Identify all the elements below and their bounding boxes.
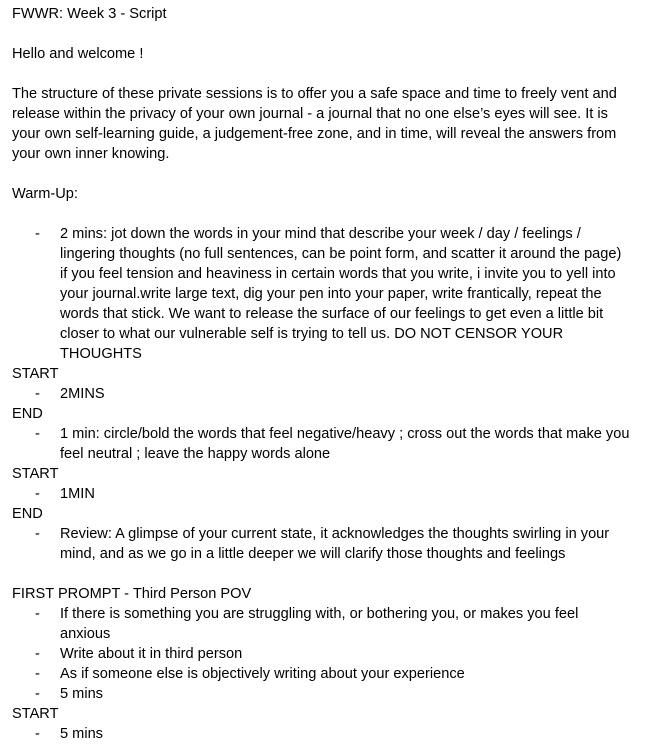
blank-line [12,64,642,84]
prompt-item-text: 5 mins [60,686,103,702]
list-item [12,664,630,684]
prompt-item-text: If there is something you are struggling with, or bothering you, or makes you feel anxious [60,606,579,642]
bullet-dash: - [35,726,40,742]
list-item [12,724,630,744]
warmup-heading: Warm-Up: [12,186,78,202]
bullet-dash: - [35,666,40,682]
end-label: END [12,406,43,422]
start-label: START [12,366,59,382]
list-item [12,224,630,364]
review-list [12,524,642,564]
start-label: START [12,466,59,482]
bullet-dash: - [35,686,40,702]
timer-list [12,724,642,744]
greeting: Hello and welcome ! [12,46,144,62]
bullet-dash: - [35,226,40,242]
warmup-list [12,224,642,364]
warmup-step-text: 2 mins: jot down the words in your mind that describe your week / day / feelings / lingering thoughts (no full sentences, can be point form, and scatter it around the page) if you feel tension and heaviness in certain words that you write, i invite you to yell into your journal.write large text, dig your pen into your paper, write frantically, repeat the words that stick. We want to release the surface of our feelings to get even a little bit closer to what our vulnerable self is trying to tell us. DO NOT CENSOR YOUR THOUGHTS [60,226,622,362]
timer-list [12,484,642,504]
list-item [12,604,630,644]
list-item [12,384,630,404]
blank-line [12,24,642,44]
list-item [12,524,630,564]
review-text: Review: A glimpse of your current state, it acknowledges the thoughts swirling in your mind, and as we go in a little deeper we will clarify those thoughts and feelings [60,526,610,562]
bullet-dash: - [35,526,40,542]
bullet-dash: - [35,606,40,622]
document-body [12,4,642,744]
bullet-dash: - [35,646,40,662]
document-title: FWWR: Week 3 - Script [12,6,167,22]
bullet-dash: - [35,426,40,442]
timer-text: 1MIN [60,486,95,502]
prompt-item-text: As if someone else is objectively writing about your experience [60,666,465,682]
end-label: END [12,506,43,522]
list-item [12,484,630,504]
intro-paragraph: The structure of these private sessions is to offer you a safe space and time to freely vent and release within the privacy of your own journal - a journal that no one else’s eyes will see. It is your own self-learning guide, a judgement-free zone, and in time, will reveal the answers from your own inner knowing. [12,86,617,162]
blank-line [12,204,642,224]
step-list [12,424,642,464]
list-item [12,684,630,704]
start-label: START [12,706,59,722]
timer-list [12,384,642,404]
list-item [12,644,630,664]
timer-text: 2MINS [60,386,105,402]
blank-line [12,164,642,184]
prompt-item-text: Write about it in third person [60,646,243,662]
prompt-list [12,604,642,704]
prompt-heading: FIRST PROMPT - Third Person POV [12,586,252,602]
blank-line [12,564,642,584]
step-text: 1 min: circle/bold the words that feel negative/heavy ; cross out the words that make you feel neutral ; leave the happy words alone [60,426,630,462]
bullet-dash: - [35,486,40,502]
bullet-dash: - [35,386,40,402]
timer-text: 5 mins [60,726,103,742]
list-item [12,424,630,464]
